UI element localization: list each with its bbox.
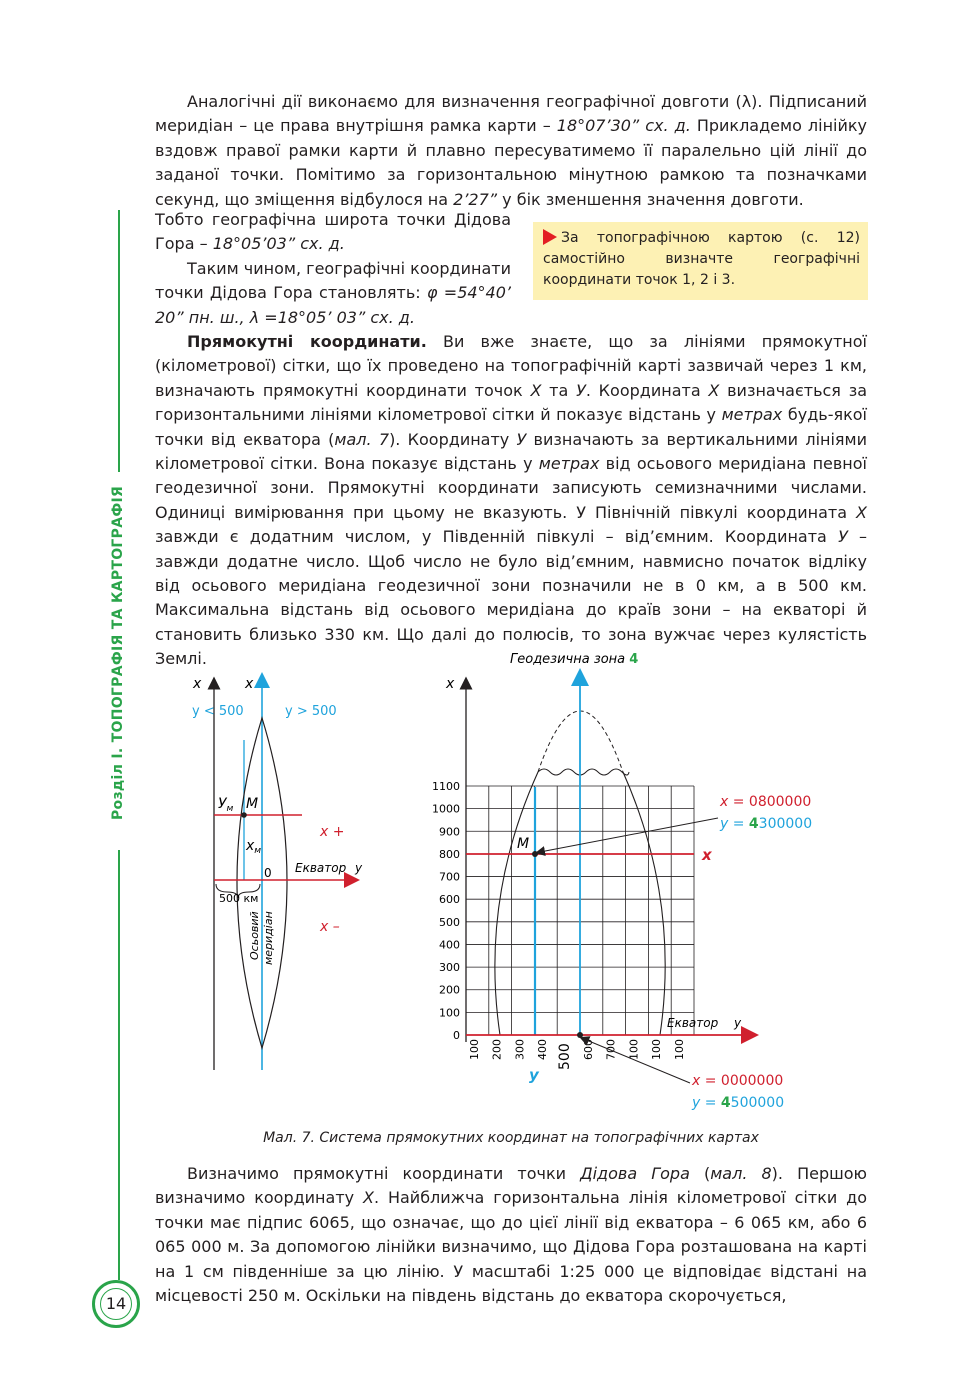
- point-origin: [577, 1032, 583, 1038]
- left-y-less-label: y < 500: [192, 704, 244, 719]
- y-tick-label: 200: [439, 983, 460, 997]
- zone-left-edge: [495, 772, 538, 1035]
- y-tick-label: 1100: [432, 780, 460, 793]
- text-segment: У: [838, 527, 848, 547]
- side-rule-top: [118, 210, 120, 472]
- text-segment: Тобто географічна широта точки Дідова Гора –: [155, 210, 511, 254]
- text-segment: Ви вже знаєте, що за лініями прямокутної (кілометрової) сітки, що їх проведено на топографічній карті зазвичай через 1 км, визначають прямокутні координати точок: [155, 332, 868, 400]
- left-y-more-label: y > 500: [285, 704, 337, 719]
- right-y-blue-label: у: [529, 1066, 539, 1084]
- text-segment: X: [856, 502, 867, 522]
- left-meridian-label: меридіан: [262, 911, 275, 965]
- left-x2-label: x: [245, 676, 254, 692]
- right-y-axis-label: у: [734, 1016, 742, 1030]
- text-segment: та: [541, 380, 577, 400]
- left-y-axis-label: у: [355, 861, 363, 875]
- zone-right-edge: [623, 772, 665, 1035]
- zone-title: Геодезична зона 4: [510, 652, 639, 667]
- figure-rectangular-coordinates: [0, 640, 963, 1130]
- left-x-plus: x +: [320, 824, 345, 840]
- x-tick-label: 100: [467, 1039, 481, 1060]
- right-equator-label: Екватор: [667, 1016, 719, 1030]
- y-tick-label: 0: [453, 1029, 460, 1042]
- text-segment: у бік зменшення значення довготи.: [497, 189, 804, 209]
- text-segment: ). Координату: [389, 429, 517, 449]
- paragraph-latitude-result: [155, 208, 511, 257]
- y-tick-label: 900: [439, 825, 460, 839]
- text-segment: Визначимо прямокутні координати точки: [187, 1164, 581, 1183]
- paragraph-rectangular-coordinates: [155, 330, 867, 672]
- left-500km-label: 500 км: [219, 892, 259, 905]
- text-segment: X: [363, 1188, 374, 1208]
- y-tick-label: 1000: [432, 802, 460, 816]
- text-segment: 2’27”: [453, 189, 498, 209]
- text-segment: завжди є додатним числом, у Південній півкулі – від’ємним. Координата: [155, 527, 839, 547]
- text-segment: – завжди додатне число. Щоб число не було від’ємним, навмисно початок відліку від осьового меридіана геодезичної зони позначили не в 0 км, а в 500 км. Максимальна відстань від осьового меридіана до країв зони – на екваторі й становить близько 330 км. Що далі до полюсів, то зона вужчає через кулястість Землі.: [155, 527, 867, 669]
- paragraph-body: [155, 332, 867, 668]
- pointer-arrow-icon: [543, 229, 557, 245]
- y-tick-label: 500: [439, 915, 460, 929]
- left-axial-label: Осьовий: [248, 911, 261, 960]
- page-number-badge: [92, 1280, 140, 1328]
- text-segment: 18°07’30” сх. д.: [556, 116, 691, 136]
- right-m-label: M: [517, 836, 530, 852]
- right-diagram: [432, 652, 812, 1111]
- y-tick-label: 700: [439, 870, 460, 884]
- zone-break-line: [538, 769, 629, 775]
- x-tick-label: 500: [557, 1043, 573, 1070]
- point-m-y-coord: y = 4300000: [720, 816, 813, 832]
- y-tick-label: 800: [439, 847, 460, 861]
- left-x-minus: x –: [320, 919, 340, 935]
- point-m-x-coord: x = 0800000: [720, 794, 812, 810]
- x-tick-label: 300: [513, 1039, 527, 1060]
- y-tick-label: 300: [439, 961, 460, 975]
- left-equator-label: Екватор: [295, 861, 347, 875]
- text-segment: Дідова Гора: [580, 1164, 690, 1183]
- x-tick-label: 100: [627, 1039, 641, 1060]
- left-m-label: M: [246, 796, 259, 812]
- x-tick-label: 600: [581, 1039, 595, 1060]
- x-tick-label: 100: [650, 1039, 664, 1060]
- x-tick-labels: [468, 1039, 686, 1070]
- x-tick-label: 100: [673, 1039, 686, 1060]
- origin-y-coord: y = 4500000: [692, 1095, 785, 1111]
- text-segment: визначається за горизонтальними лініями кілометрової сітки й показує відстань у: [155, 380, 868, 425]
- right-x-red-label: x: [702, 846, 712, 864]
- left-diagram: [192, 676, 363, 1070]
- text-segment: X: [530, 380, 542, 400]
- right-x-label: x: [446, 676, 455, 692]
- text-segment: мал. 8: [710, 1164, 772, 1183]
- task-text: За топографічною картою (с. 12) самостійно визначте географічні координати точок 1, 2 і 3.: [543, 230, 860, 288]
- text-segment: У: [576, 380, 586, 400]
- left-ym-label: $У_м$: [218, 796, 234, 814]
- text-segment: визначають за вертикальними лініями кілометрової сітки. Вона показує відстань у: [155, 429, 868, 474]
- paragraph-determine-coordinates: [155, 1162, 867, 1308]
- y-tick-label: 400: [439, 938, 460, 952]
- paragraph-coordinates-result: [155, 257, 511, 330]
- left-zero-label: 0: [264, 866, 272, 880]
- text-segment: метрах: [721, 405, 783, 425]
- x-tick-label: 700: [604, 1039, 618, 1060]
- task-box: [533, 222, 868, 300]
- text-segment: 18°05’03” сх. д.: [212, 234, 345, 254]
- y-tick-labels: [432, 780, 460, 1042]
- y-tick-label: 600: [439, 893, 460, 907]
- origin-x-coord: x = 0000000: [692, 1073, 784, 1089]
- x-tick-label: 400: [536, 1039, 550, 1060]
- left-point-m: [241, 812, 247, 818]
- figure-caption: Мал. 7. Система прямокутних координат на топографічних картах: [263, 1130, 759, 1146]
- section-title-vertical: Розділ І. ТОПОГРАФІЯ ТА КАРТОГРАФІЯ: [110, 485, 126, 820]
- text-segment: метрах: [538, 454, 600, 474]
- text-segment: У: [516, 429, 527, 449]
- x-tick-label: 200: [490, 1039, 504, 1060]
- text-segment: від осьового меридіана певної геодезичної зони. Прямокутні координати записують семизначними числами. Одиниці вимірювання при цьому не вказують. У Північній півкулі координата: [155, 454, 867, 522]
- text-segment: (: [689, 1164, 711, 1183]
- text-segment: ). Першою визначимо координату: [155, 1164, 868, 1208]
- page-number: 14: [100, 1288, 132, 1320]
- left-x-label: x: [193, 676, 202, 692]
- text-segment: Таким чином, географічні координати точки Дідова Гора становлять:: [155, 259, 511, 303]
- text-segment: . Найближча горизонтальна лінія кілометрової сітки до точки має підпис 6065, що означає, що до цієї лінії від екватора – 6 065 км, або 6 065 000 м. За допомогою лінійки визначимо, що Дідова Гора розташована на карті на 1 см південніше за цю лінію. У масштабі 1:25 000 це відповідає відстані на місцевості 250 м. Оскільки на південь відстань до екватора скорочується,: [155, 1188, 868, 1306]
- point-m: [532, 851, 538, 857]
- text-segment: Аналогічні дії виконаємо для визначення географічної довготи (λ). Підписаний меридіан – це права внутрішня рамка карти –: [155, 92, 867, 136]
- y-tick-label: 100: [439, 1006, 460, 1020]
- text-segment: . Координата: [585, 380, 709, 400]
- paragraph-longitude: [155, 90, 867, 212]
- text-segment: X: [708, 380, 720, 400]
- left-xm-label: $x_м$: [246, 838, 262, 856]
- text-segment: мал. 7: [334, 429, 390, 449]
- text-segment: φ =54°40’ 20” пн. ш., λ =18°05’ 03” сх. д.: [155, 283, 511, 327]
- text-segment: Прикладемо лінійку вздовж правої рамки карти й плавно пересуватимемо її паралельно цій лінії до заданої точки. Помітимо за горизонтальною мінутною рамкою та позначками секунд, що зміщення відбулося на: [155, 116, 868, 209]
- pointer-m: [540, 818, 718, 852]
- paragraph-heading: Прямокутні координати.: [187, 332, 427, 351]
- text-segment: будь-якої точки від екватора (: [155, 405, 867, 449]
